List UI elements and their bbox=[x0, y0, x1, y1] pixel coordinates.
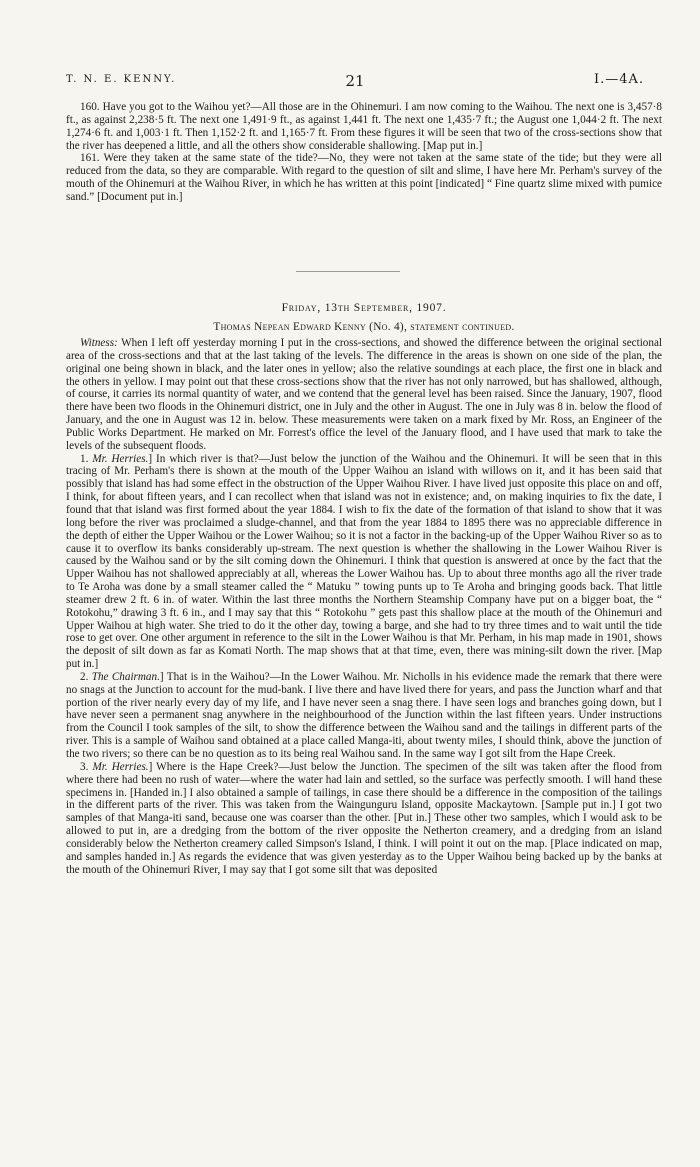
question-2-speaker: The Chairman. bbox=[91, 670, 160, 683]
continued-statement bbox=[66, 337, 662, 876]
document-reference: I.—4A. bbox=[593, 72, 644, 87]
page-number: 21 bbox=[345, 72, 365, 90]
question-2 bbox=[66, 671, 662, 761]
page-header bbox=[66, 72, 644, 92]
question-1-speaker: Mr. Herries. bbox=[92, 452, 149, 465]
question-3-number: 3. bbox=[80, 760, 93, 773]
section-divider bbox=[296, 271, 400, 272]
question-1-text: ] In which river is that?—Just below the junction of the Waihou and the Ohinemuri. It will be seen that in this tracing of Mr. Perham's there is shown at the mouth of the Upper Waihou an island with willows on it, and it has been said that possibly that island has had some effect in the obstruction of the Upper Waihou River. I have lived just opposite this place on and off, I think, for about fifteen years, and I can recollect when that island was not in existence; and, on making inquiries to fix the date, I found that that island was first formed about the year 1884. I wish to fix the date of the formation of that island to show that it was long before the river was proclaimed a sludge-channel, and that from the year 1884 to 1895 there was no appreciable difference in the depth of either the Upper Waihou or the Lower Waihou; so it is not a factor in the backing-up of the Upper Waihou River so as to cause it to overflow its banks considerably up-stream. The next question is whether the shallowing in the Lower Waihou River is caused by the Waihou sand or by the silt coming down the Ohinemuri. I think that question is answered at once by the fact that the Upper Waihou has not shallowed appreciably at all, whereas the Lower Waihou has. Up to about three months ago all the river trade to Te Aroha was done by a small steamer called the “ Matuku ” towing punts up to Te Aroha and bringing goods back. That little steamer drew 2 ft. 6 in. of water. Within the last three months the Northern Steamship Company have put on a bigger boat, the “ Rotokohu,” drawing 3 ft. 6 in., and I may say that this “ Rotokohu ” gets past this shallow place at the mouth of the Ohinemuri and Upper Waihou at high water. She tried to do it the other day, towing a barge, and she had to try three times and to wait until the tide rose to get over. One other argument in reference to the silt in the Lower Waihou is that Mr. Perham, in his map made in 1901, shows the deposit of silt down as far as Komati North. The map shows that at that time, even, there was mining-silt down the river. [Map put in.] bbox=[66, 452, 663, 671]
question-3-speaker: Mr. Herries. bbox=[92, 760, 149, 773]
sitting-date: Friday, 13th September, 1907. bbox=[281, 302, 447, 314]
question-3-text: ] Where is the Hape Creek?—Just below the Junction. The specimen of the silt was taken after the flood from where there had been no rush of water—where the water had lain and settled, so the surface was perfectly smooth. I will hand these specimens in. [Handed in.] I also obtained a sample of tailings, in case there should be a difference in the composition of the tailings in the different parts of the river. This was taken from the Waingunguru Island, opposite Mackaytown. [Sample put in.] I got two samples of that Manga-iti sand, because one was coarser than the other. [Put in.] These other two samples, which I would ask to be allowed to put in, are a dredging from the bottom of the river opposite the Netherton creamery, and a dredging from an island considerably below the Netherton creamery called Simpson's Island, I think. I will point it out on the map. [Place indicated on map, and samples handed in.] As regards the evidence that was given yesterday as to the Upper Waihou being backed up by the banks at the mouth of the Ohinemuri River, I may say that I got some silt that was deposited bbox=[66, 760, 662, 876]
question-2-number: 2. bbox=[80, 670, 92, 683]
witness-heading: Thomas Nepean Edward Kenny (No. 4), statement continued. bbox=[213, 321, 515, 333]
running-head-author: T. N. E. KENNY. bbox=[66, 74, 177, 85]
question-161: 161. Were they taken at the same state of the tide?—No, they were not taken at the same state of the tide; but they were all reduced from the data, so they are comparable. With regard to the question of silt and slime, I have here Mr. Perham's survey of the mouth of the Ohinemuri at the Waihou River, in which he has written at this point [indicated] “ Fine quartz slime mixed with pumice sand.” [Document put in.] bbox=[66, 152, 662, 203]
question-160: 160. Have you got to the Waihou yet?—All those are in the Ohinemuri. I am now coming to the Waihou. The next one is 3,457·8 ft., as against 2,238·5 ft. The next one 1,491·9 ft., as against 1,441 ft. The next one 1,435·7 ft.; the August one 1,044·2 ft. The next 1,274·6 ft. and 1,003·1 ft. Then 1,152·2 ft. and 1,165·7 ft. From these figures it will be seen that two of the cross-sections show that the river has deepened a little, and all the others show considerable shallowing. [Map put in.] bbox=[66, 101, 662, 152]
witness-statement-text: When I left off yesterday morning I put in the cross-sections, and showed the difference between the original sectional area of the cross-sections and that at the last taking of the levels. The difference in the areas is shown on one side of the plan, the original one being shown in black, and the later ones in yellow; also the relative soundings at each place, the first one in black and the others in yellow. I may point out that these cross-sections show that the river has not only narrowed, but has shallowed, although, of course, it carries its normal quantity of water, and we contend that the general level has been raised. Since the January, 1907, flood there have been two floods in the Ohinemuri district, one in July and the other in August. The one in July was 8 in. below the flood of January, and the one in August was 12 in. below. These measurements were taken on a mark fixed by Mr. Ross, an Engineer of the Public Works Department. He marked on Mr. Forrest's office the level of the January flood, and I have used that mark to take the levels of the subsequent floods. bbox=[66, 337, 662, 452]
witness-label: Witness: bbox=[80, 337, 118, 349]
question-1 bbox=[66, 453, 662, 671]
question-1-number: 1. bbox=[80, 452, 93, 465]
previous-day-testimony bbox=[66, 101, 662, 204]
question-2-text: ] That is in the Waihou?—In the Lower Waihou. Mr. Nicholls in his evidence made the remark that there were no snags at the Junction to account for the mud-bank. I live there and have lived there for years, and pass the Junction wharf and that portion of the river nearly every day of my life, and I have never seen a snag there. I have seen logs and branches going down, but I have never seen a permanent snag anywhere in the neighbourhood of the Junction within the last fifteen years. Under instructions from the Council I took samples of the silt, to show the difference between the Waihou sand and the tailings in different parts of the river. This is a sample of Waihou sand obtained at a place called Manga-iti, about twenty miles, I should think, above the junction of the two rivers; so there can be no question as to its being real Waihou sand. In the same way I got silt from the Hape Creek. bbox=[66, 670, 662, 760]
witness-statement bbox=[66, 337, 662, 453]
question-3 bbox=[66, 761, 662, 877]
